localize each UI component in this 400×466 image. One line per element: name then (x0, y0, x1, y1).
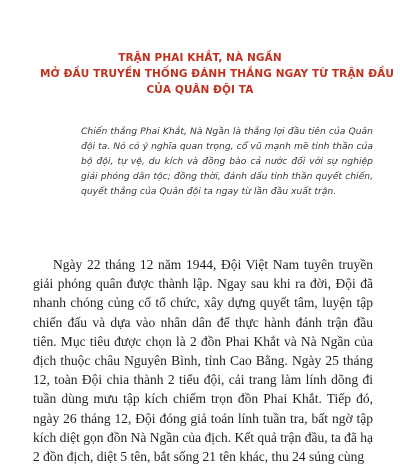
intro-paragraph: Chiến thắng Phai Khắt, Nà Ngần là thắng lợi đầu tiên của Quân đội ta. Nó có ý nghĩa quan trọng, cổ vũ mạnh mẽ tinh thần của bộ đội, tự vệ, du kích và đồng bào cả nước đối với sự nghiệp giải phóng dân tộc; đồng thời, đánh dấu tinh thần quyết chiến, quyết thắng của Quân đội ta ngay từ lần đầu xuất trận. (81, 126, 373, 197)
chapter-title-line-2: MỞ ĐẦU TRUYỀN THỐNG ĐÁNH THẮNG NGAY TỪ TRẬN ĐẦU (40, 68, 394, 80)
chapter-title-line-1: TRẬN PHAI KHẮT, NÀ NGẦN (118, 52, 282, 64)
body-paragraph: Ngày 22 tháng 12 năm 1944, Đội Việt Nam tuyên truyền giải phóng quân được thành lập. Ngay sau khi ra đời, Đội đã nhanh chóng củng cố tổ chức, xây dựng quyết tâm, luyện tập chiến đấu và dựa vào nhân dân để thực hành đánh trận đầu tiên. Mục tiêu được chọn là 2 đồn Phai Khắt và Nà Ngần của địch thuộc châu Nguyên Bình, tỉnh Cao Bằng. Ngày 25 tháng 12, toàn Đội chia thành 2 tiểu đội, cải trang làm lính dõng đi tuần dùng mưu tập kích chiếm trọn đồn Phai Khắt. Tiếp đó, ngày 26 tháng 12, Đội đóng giả toán lính tuần tra, bất ngờ tập kích diệt gọn đồn Nà Ngần của địch. Kết quả trận đầu, ta đã hạ 2 đồn địch, diệt 5 tên, bắt sống 21 tên khác, thu 24 súng cùng (33, 257, 373, 465)
chapter-title-line-3: CỦA QUÂN ĐỘI TA (146, 84, 254, 96)
